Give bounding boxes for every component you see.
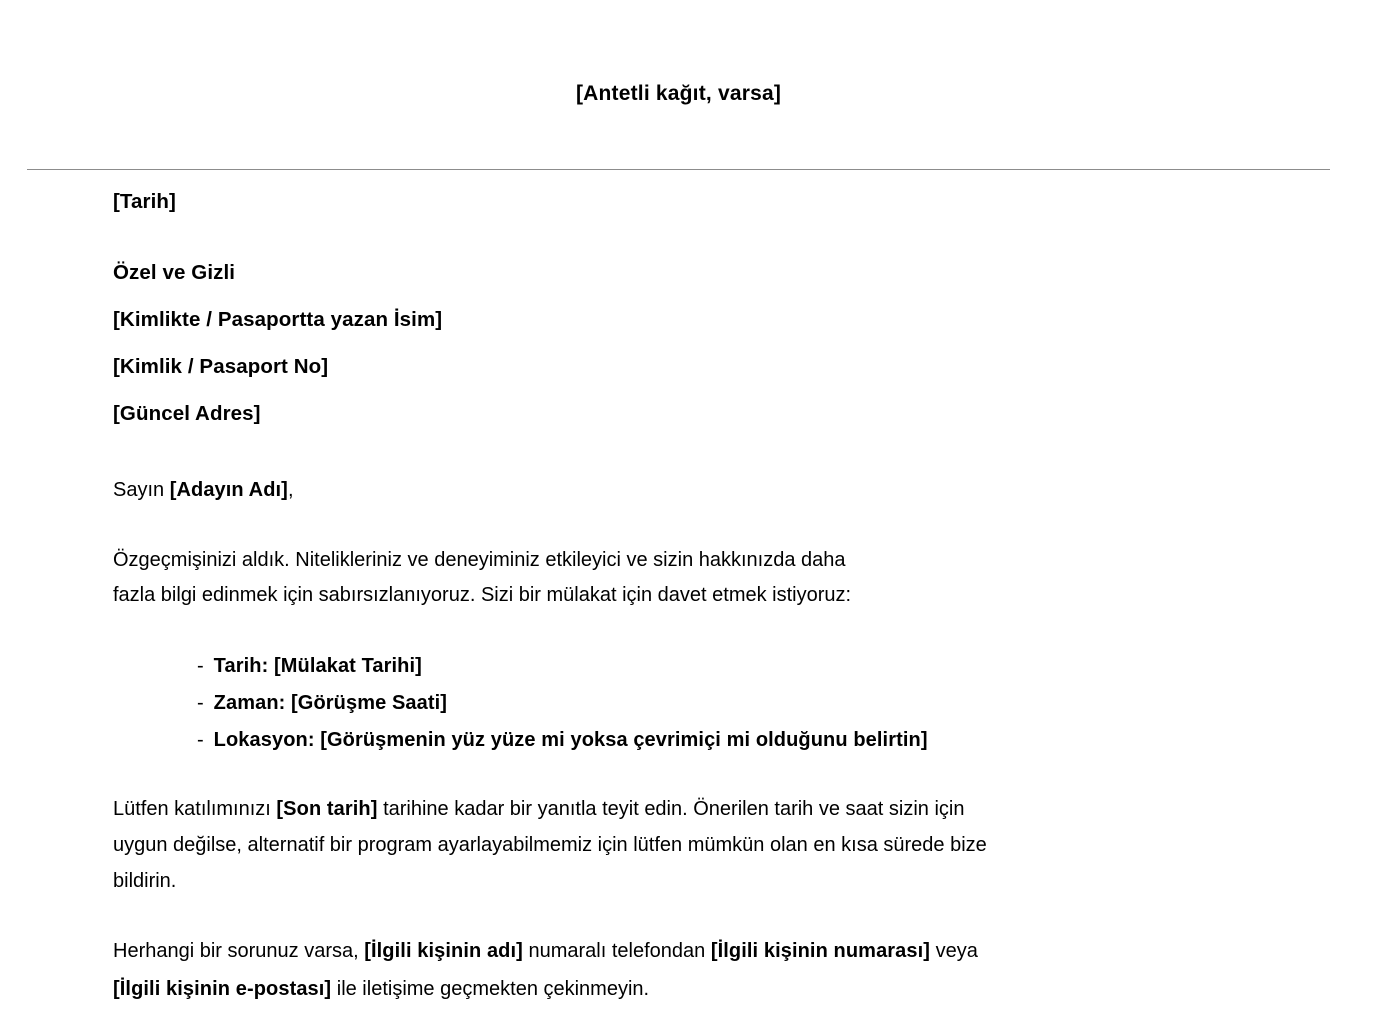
recipient-id-line: [Kimlik / Pasaport No]	[113, 355, 329, 378]
contact-paragraph	[113, 932, 1345, 1008]
bullet-dash: -	[197, 729, 204, 751]
confidential-line: Özel ve Gizli	[113, 261, 236, 284]
list-item-text: Lokasyon: [Görüşmenin yüz yüze mi yoksa çevrimiçi mi olduğunu belirtin]	[213, 729, 928, 751]
recipient-name-line: [Kimlikte / Pasaportta yazan İsim]	[113, 308, 443, 331]
list-item-text: Zaman: [Görüşme Saati]	[213, 692, 448, 714]
bullet-dash: -	[197, 655, 204, 677]
divider	[27, 169, 1330, 170]
list-item-time	[197, 685, 1345, 722]
letterhead-placeholder: [Antetli kağıt, varsa]	[575, 82, 782, 105]
confirmation-paragraph	[113, 791, 1345, 899]
text-line: [İlgili kişinin e-postası] ile iletişime geçmekten çekinmeyin.	[113, 978, 650, 1000]
text-line: Herhangi bir sorunuz varsa, [İlgili kişinin adı] numaralı telefondan [İlgili kişinin numarası] veya	[113, 940, 978, 962]
bullet-dash: -	[197, 692, 204, 714]
text-line: bildirin.	[113, 870, 177, 892]
letterhead-section	[27, 0, 1330, 106]
text-line: Lütfen katılımınızı [Son tarih] tarihine kadar bir yanıtla teyit edin. Önerilen tarih ve saat sizin için	[113, 798, 965, 820]
list-item-text: Tarih: [Mülakat Tarihi]	[213, 655, 422, 677]
text-line: uygun değilse, alternatif bir program ayarlayabilmemiz için lütfen mümkün olan en kısa sürede bize	[113, 834, 987, 856]
list-item-location	[197, 722, 1345, 759]
text-line: fazla bilgi edinmek için sabırsızlanıyoruz. Sizi bir mülakat için davet etmek istiyoruz:	[113, 584, 852, 606]
recipient-address-line: [Güncel Adres]	[113, 402, 261, 425]
intro-paragraph	[113, 543, 1345, 613]
text-line: Özgeçmişinizi aldık. Nitelikleriniz ve deneyiminiz etkileyici ve sizin hakkınızda daha	[113, 549, 846, 571]
salutation: Sayın [Adayın Adı],	[113, 479, 294, 501]
interview-details-list	[197, 648, 1345, 759]
date-line: [Tarih]	[113, 190, 176, 213]
letter-body	[113, 178, 1345, 1008]
list-item-date	[197, 648, 1345, 685]
